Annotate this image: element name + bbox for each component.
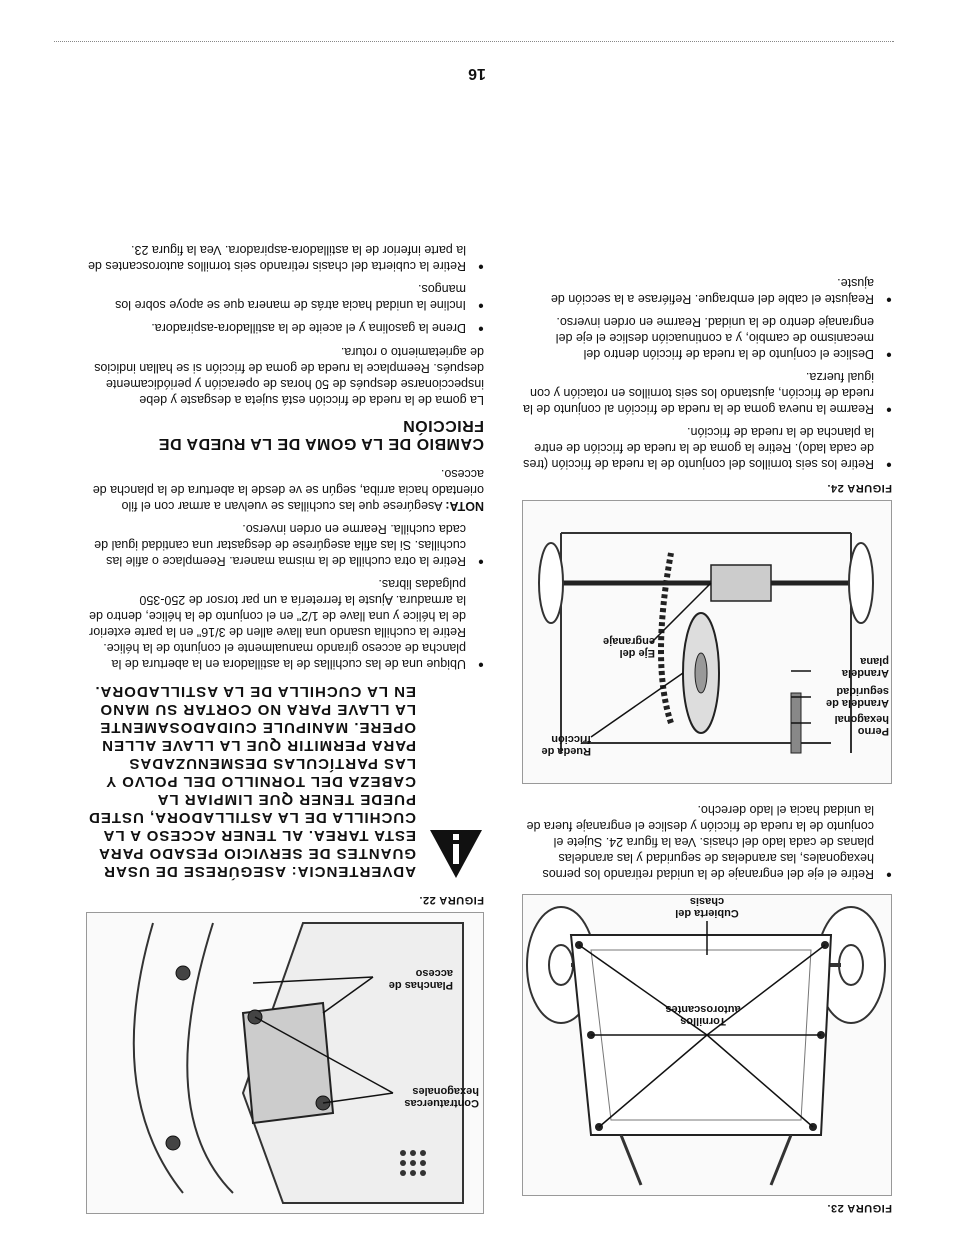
right-column xyxy=(86,235,484,1214)
section-steps xyxy=(86,242,484,336)
figure-23 xyxy=(522,894,892,1196)
left-column xyxy=(522,268,892,1214)
note-text: Asegúrese que las cuchillas se vuelvan a armar con el filo orientado hacia arriba, según se ve desde la abertura de la plancha de acceso. xyxy=(92,467,484,513)
callout-flat-washer: Arandela plana xyxy=(841,655,889,679)
figure-23-label: FIGURA 23. xyxy=(826,1202,892,1214)
page-number: 16 xyxy=(468,65,486,82)
warning-block xyxy=(86,682,484,880)
step-bullet: ● Deslice el conjunto de la rueda de fricción dentro del mecanismo de cambio, y a continuación deslice el eje del engranaje dentro de la unidad. Rearme en orden inverso. xyxy=(522,314,892,362)
step-bullet: ● Reajuste el cable del embrague. Refiérase a la sección de ajuste. xyxy=(522,275,892,307)
figure-24-label: FIGURA 24. xyxy=(826,482,892,494)
shaft-removal-list xyxy=(522,802,892,882)
step-bullet: ● Ubique una de las cuchillas de la astilladora en la abertura de la plancha de acceso girando manualmente el conjunto de la hélice. Retire la cuchilla usando una llave allen de 3/16" en la parte exterior de la hélice y una llave de 1/2" en el conjunto de la hélice, dentro de la armadura. Ajuste la ferretería a un par torsor de 250-350 pulgadas libras. xyxy=(86,576,484,672)
bottom-rule xyxy=(54,41,894,42)
step-bullet: ● Rearme la nueva goma de la rueda de fricción al conjunto de la rueda de fricción, ajustando los seis tornillos en rotación y con igual fuerza. xyxy=(522,369,892,417)
blade-steps xyxy=(86,521,484,672)
step-bullet: ● Incline la unidad hacia atrás de manera que se apoye sobre los mangos. xyxy=(86,281,484,313)
shaft-removal-bullet: ● Retire el eje del engranaje de la unidad retirando los pernos hexagonales, las arandelas de seguridad y las arandelas planas de cada lado del chasis. Vea la figura 24. Sujete el conjunto de la rueda de fricción y deslice el engranaje fuera de la unidad hacia el lado derecho. xyxy=(522,802,892,882)
callout-chassis-cover: Cubierta del chasis xyxy=(675,895,739,919)
step-bullet: ● Retire la otra cuchilla de la misma manera. Reemplace o afile las cuchillas. Si las afila asegúrese de desgastar una cantidad igual de cada cuchilla. Rearme en orden inverso. xyxy=(86,521,484,569)
section-intro: La goma de la rueda de fricción está sujeta a desgaste y debe inspeccionarse después de 50 horas de operación y periódicamente después. Reemplace la rueda de goma de fricción si se hallan indicios de agrietamiento o rotura. xyxy=(94,345,484,407)
callout-friction-wheel: Rueda de fricción xyxy=(541,733,591,757)
callout-self-tapping-screws: Tornillos autoroscantes xyxy=(665,1003,741,1027)
callout-lock-washer: Arandela de seguridad xyxy=(826,685,889,709)
section-title: CAMBIO DE LA GOMA DE LA RUEDA DE FRICCIÓN xyxy=(158,417,484,452)
callout-hex-lock-nuts: Contratuercas hexagonales xyxy=(404,1085,479,1109)
warning-triangle-icon xyxy=(428,682,484,880)
step-bullet: ● Retire los seis tornillos del conjunto de la rueda de fricción (tres de cada lado). Retire la goma de la rueda de fricción de entre la plancha de la rueda de fricción. xyxy=(522,424,892,472)
step-bullet: ● Drene la gasolina y el aceite de la astilladora-aspiradora. xyxy=(86,320,484,336)
figure-22 xyxy=(86,912,484,1214)
callout-gear-shaft: Eje del engranaje xyxy=(603,635,655,659)
note-paragraph xyxy=(86,466,484,514)
access-plates-illustration xyxy=(87,913,483,1213)
callout-hex-bolt: Perno hexagonal xyxy=(834,713,889,737)
callout-access-plates: Planchas de acceso xyxy=(388,967,453,991)
note-label: NOTA: xyxy=(445,499,484,513)
chassis-underside-illustration xyxy=(523,895,891,1195)
figure-24 xyxy=(522,500,892,784)
step-bullet: ● Retire la cubierta del chasis retirando seis tornillos autoroscantes de la parte inferior de la astilladora-aspiradora. Vea la figura 23. xyxy=(86,242,484,274)
figure-22-label: FIGURA 22. xyxy=(418,894,484,906)
friction-wheel-steps xyxy=(522,275,892,472)
warning-text: ADVERTENCIA: ASEGÚRESE DE USAR GUANTES DE SERVICIO PESADO PARA ESTA TAREA. AL TENER ACCESO A LA CUCHILLA DE LA ASTILLADORA, USTED PUEDE TENER QUE LIMPIAR LA CABEZA DEL TORNILLO DEL POLVO Y LAS PARTÍCULAS DESMENUZADAS PARA PERMITIR QUE LA LLAVE ALLEN OPERE. MANIPULE CUIDADOSAMENTE LA LLAVE PARA NO CORTAR SU MANO EN LA CUCHILLA DE LA ASTILLADORA. xyxy=(88,683,416,880)
